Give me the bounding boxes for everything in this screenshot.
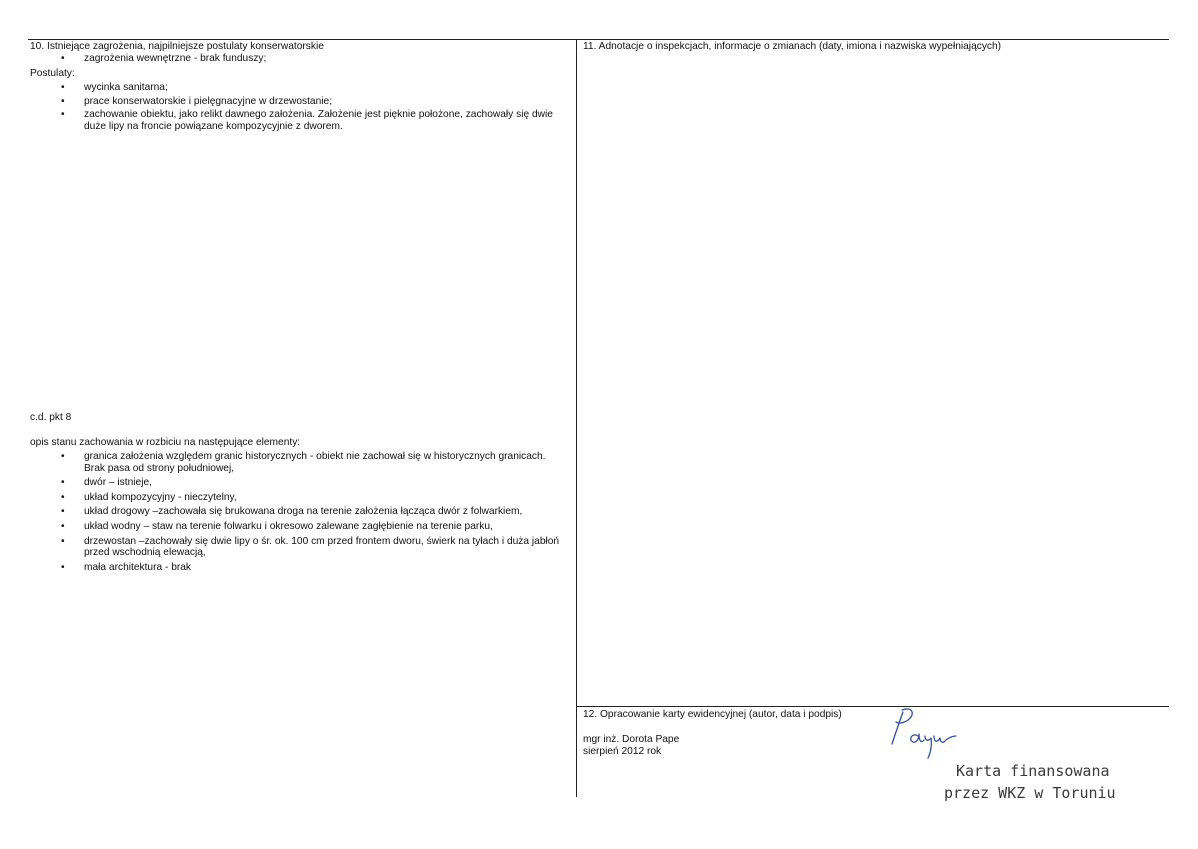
threats-list [61,53,566,65]
author-date: sierpień 2012 rok [583,746,662,757]
author-name: mgr inż. Dorota Pape [583,734,680,745]
postulates-label: Postulaty: [30,68,75,79]
continuation-label: c.d. pkt 8 [30,412,72,423]
condition-list [61,451,566,573]
postulates-list [61,82,566,132]
stamp-line-2: przez WKZ w Toruniu [944,784,1116,802]
continuation-intro: opis stanu zachowania w rozbiciu na następujące elementy: [30,437,301,448]
section-11-title: 11. Adnotacje o inspekcjach, informacje o zmianach (daty, imiona i nazwiska wypełniających) [583,41,1002,52]
section-12-title: 12. Opracowanie karty ewidencyjnej (autor, data i podpis) [583,709,842,720]
list-item: • wycinka sanitarna; [61,82,566,94]
list-item: • układ wodny – staw na terenie folwarku i okresowo zalewane zagłębienie na terenie parku, [61,521,566,533]
list-item: • prace konserwatorskie i pielęgnacyjne w drzewostanie; [61,96,566,108]
section-12-rule [577,706,1169,707]
list-item: • granica założenia względem granic historycznych - obiekt nie zachował się w historycznych granicach. Brak pasa od strony południowej, [61,451,566,474]
list-item: • układ kompozycyjny - nieczytelny, [61,492,566,504]
list-item: • zachowanie obiektu, jako relikt dawnego założenia. Założenie jest pięknie położone, zachowały się dwie duże lipy na froncie powiązane kompozycyjnie z dworem. [61,109,566,132]
list-item: • układ drogowy –zachowała się brukowana droga na terenie założenia łącząca dwór z folwarkiem, [61,506,566,518]
top-rule [28,39,1169,40]
section-10-title: 10. Istniejące zagrożenia, najpilniejsze postulaty konserwatorskie [30,41,324,52]
stamp-line-1: Karta finansowana [956,762,1110,780]
funding-stamp [944,760,1116,804]
list-item: • mała architektura - brak [61,562,566,574]
list-item: • dwór – istnieje, [61,477,566,489]
list-item: • drzewostan –zachowały się dwie lipy o śr. ok. 100 cm przed frontem dworu, świerk na tyłach i duża jabłoń przed wschodnią elewacją, [61,536,566,559]
list-item: • zagrożenia wewnętrzne - brak funduszy; [61,53,566,65]
column-divider [576,39,577,797]
